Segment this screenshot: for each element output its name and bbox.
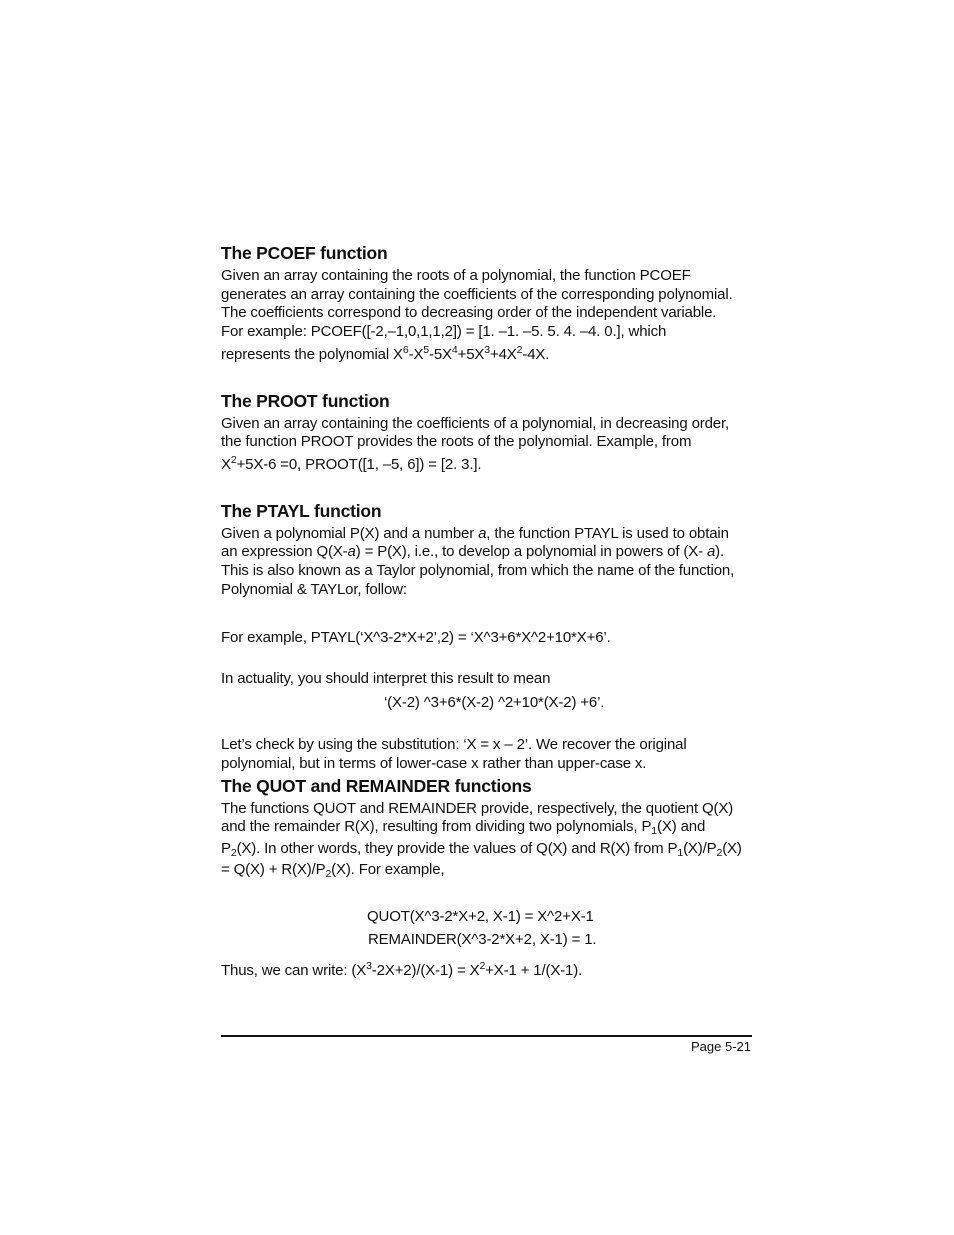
ptayl-line-2: an expression Q(X-a) = P(X), i.e., to develop a polynomial in powers of (X- a). <box>221 543 725 560</box>
proot-line-1: Given an array containing the coefficients of a polynomial, in decreasing order, <box>221 415 730 432</box>
proot-line-3: $X^2+5X-6 =0$, PROOT([1, –5, 6]) = [2. 3.]. <box>221 454 482 473</box>
quot-line-2: and the remainder R(X), resulting from dividing two polynomials, $P_1(X)$ and <box>221 818 706 837</box>
ptayl-line-4: Polynomial & TAYLor, follow: <box>221 581 407 598</box>
ptayl-heading: The PTAYL function <box>221 501 382 521</box>
quot-line-4: = $Q(X) + R(X)/P_2(X)$. For example, <box>221 861 445 880</box>
quot-line-1: The functions QUOT and REMAINDER provide, respectively, the quotient Q(X) <box>221 800 734 817</box>
remainder-equation: REMAINDER(X^3-2*X+2, X-1) = 1. <box>368 931 597 948</box>
quot-conclusion: Thus, we can write: $(X^3-2X+2)/(X-1) = X^2+X-1 + 1/(X-1)$. <box>221 960 583 979</box>
pcoef-line-4: For example: PCOEF([-2,–1,0,1,1,2]) = [1. –1. –5. 5. 4. –4. 0.], which <box>221 323 667 340</box>
ptayl-check-line-2: polynomial, but in terms of lower-case x rather than upper-case x. <box>221 755 647 772</box>
ptayl-interpretation-expression: ‘(X-2) ^3+6*(X-2) ^2+10*(X-2) +6’. <box>384 694 605 711</box>
pcoef-line-2: generates an array containing the coefficients of the corresponding polynomial. <box>221 286 733 303</box>
proot-heading: The PROOT function <box>221 391 390 411</box>
quot-line-3: $P_2(X)$. In other words, they provide the values of Q(X) and R(X) from $P_1(X)/P_2(X)$ <box>221 840 742 859</box>
ptayl-interpretation: In actuality, you should interpret this result to mean <box>221 670 551 687</box>
pcoef-polynomial-line: represents the polynomial $X^6-X^5-5X^4+5X^3+4X^2-4X$. <box>221 344 550 363</box>
ptayl-example: For example, PTAYL(‘X^3-2*X+2’,2) = ‘X^3+6*X^2+10*X+6’. <box>221 629 611 646</box>
footer-rule <box>221 1035 752 1037</box>
page-number: Page 5-21 <box>691 1039 751 1054</box>
ptayl-line-1: Given a polynomial P(X) and a number a, the function PTAYL is used to obtain <box>221 525 729 542</box>
pcoef-line-3: The coefficients correspond to decreasing order of the independent variable. <box>221 304 717 321</box>
quot-equation: QUOT(X^3-2*X+2, X-1) = X^2+X-1 <box>367 908 594 925</box>
pcoef-line-1: Given an array containing the roots of a polynomial, the function PCOEF <box>221 267 691 284</box>
quot-heading: The QUOT and REMAINDER functions <box>221 776 532 796</box>
ptayl-check-line-1: Let’s check by using the substitution: ‘X = x – 2’. We recover the original <box>221 736 687 753</box>
pcoef-heading: The PCOEF function <box>221 243 388 263</box>
proot-line-2: the function PROOT provides the roots of the polynomial. Example, from <box>221 433 692 450</box>
ptayl-line-3: This is also known as a Taylor polynomial, from which the name of the function, <box>221 562 735 579</box>
